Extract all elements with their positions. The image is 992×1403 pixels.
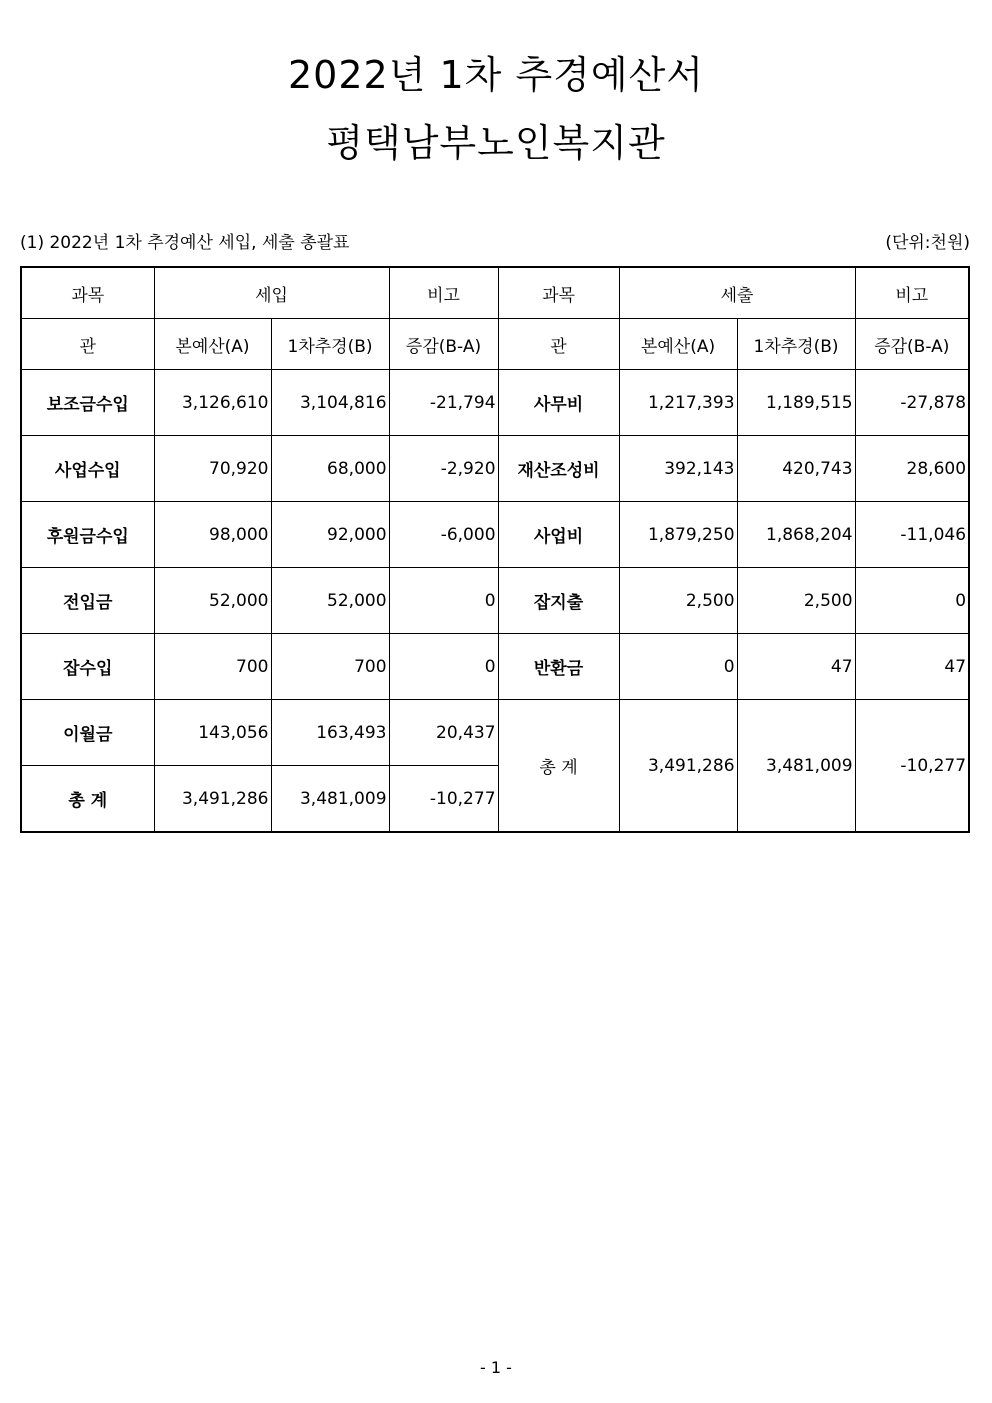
header-diff-income: 증감(B-A) xyxy=(389,319,498,370)
income-revised: 163,493 xyxy=(271,700,389,766)
header-expense: 세출 xyxy=(619,267,855,319)
table-row xyxy=(21,370,969,436)
header-row-2 xyxy=(21,319,969,370)
header-note-expense: 비고 xyxy=(855,267,969,319)
expense-name: 잡지출 xyxy=(498,568,619,634)
header-diff-expense: 증감(B-A) xyxy=(855,319,969,370)
expense-base: 2,500 xyxy=(619,568,737,634)
expense-name: 사무비 xyxy=(498,370,619,436)
table-row xyxy=(21,436,969,502)
income-revised: 92,000 xyxy=(271,502,389,568)
document-title: 2022년 1차 추경예산서 xyxy=(288,53,704,97)
income-diff: 20,437 xyxy=(389,700,498,766)
expense-base: 392,143 xyxy=(619,436,737,502)
expense-base: 1,217,393 xyxy=(619,370,737,436)
income-total-diff: -10,277 xyxy=(389,766,498,833)
budget-summary-table xyxy=(20,266,970,833)
expense-total-revised: 3,481,009 xyxy=(737,700,855,833)
income-name: 잡수입 xyxy=(21,634,154,700)
table-caption: (1) 2022년 1차 추경예산 세입, 세출 총괄표 xyxy=(20,233,350,253)
expense-diff: 47 xyxy=(855,634,969,700)
header-base-income: 본예산(A) xyxy=(154,319,271,370)
income-name: 사업수입 xyxy=(21,436,154,502)
expense-total-diff: -10,277 xyxy=(855,700,969,833)
expense-diff: 28,600 xyxy=(855,436,969,502)
table-row xyxy=(21,634,969,700)
income-revised: 3,104,816 xyxy=(271,370,389,436)
income-base: 52,000 xyxy=(154,568,271,634)
expense-name: 반환금 xyxy=(498,634,619,700)
header-revised-expense: 1차추경(B) xyxy=(737,319,855,370)
expense-diff: -27,878 xyxy=(855,370,969,436)
expense-revised: 2,500 xyxy=(737,568,855,634)
income-revised: 68,000 xyxy=(271,436,389,502)
income-total-base: 3,491,286 xyxy=(154,766,271,833)
expense-base: 1,879,250 xyxy=(619,502,737,568)
expense-name: 재산조성비 xyxy=(498,436,619,502)
income-diff: -6,000 xyxy=(389,502,498,568)
expense-revised: 47 xyxy=(737,634,855,700)
expense-total-name: 총 계 xyxy=(498,700,619,833)
header-revised-income: 1차추경(B) xyxy=(271,319,389,370)
unit-label: (단위:천원) xyxy=(885,233,970,253)
header-subject-income: 과목 xyxy=(21,267,154,319)
income-name: 보조금수입 xyxy=(21,370,154,436)
header-base-expense: 본예산(A) xyxy=(619,319,737,370)
expense-total-base: 3,491,286 xyxy=(619,700,737,833)
expense-revised: 1,189,515 xyxy=(737,370,855,436)
organization-name: 평택남부노인복지관 xyxy=(326,121,666,165)
income-diff: -2,920 xyxy=(389,436,498,502)
income-name: 전입금 xyxy=(21,568,154,634)
income-diff: 0 xyxy=(389,634,498,700)
income-diff: -21,794 xyxy=(389,370,498,436)
header-gwan-expense: 관 xyxy=(498,319,619,370)
expense-name: 사업비 xyxy=(498,502,619,568)
income-total-name: 총 계 xyxy=(21,766,154,833)
income-total-revised: 3,481,009 xyxy=(271,766,389,833)
income-diff: 0 xyxy=(389,568,498,634)
table-row xyxy=(21,568,969,634)
expense-diff: -11,046 xyxy=(855,502,969,568)
income-base: 98,000 xyxy=(154,502,271,568)
expense-revised: 1,868,204 xyxy=(737,502,855,568)
header-row-1 xyxy=(21,267,969,319)
income-name: 이월금 xyxy=(21,700,154,766)
header-gwan-income: 관 xyxy=(21,319,154,370)
page-number: - 1 - xyxy=(480,1358,512,1377)
expense-diff: 0 xyxy=(855,568,969,634)
table-row xyxy=(21,502,969,568)
income-revised: 700 xyxy=(271,634,389,700)
income-revised: 52,000 xyxy=(271,568,389,634)
income-base: 3,126,610 xyxy=(154,370,271,436)
header-income: 세입 xyxy=(154,267,389,319)
expense-revised: 420,743 xyxy=(737,436,855,502)
header-subject-expense: 과목 xyxy=(498,267,619,319)
income-base: 700 xyxy=(154,634,271,700)
expense-base: 0 xyxy=(619,634,737,700)
header-note-income: 비고 xyxy=(389,267,498,319)
income-base: 70,920 xyxy=(154,436,271,502)
income-name: 후원금수입 xyxy=(21,502,154,568)
income-base: 143,056 xyxy=(154,700,271,766)
table-row xyxy=(21,700,969,766)
